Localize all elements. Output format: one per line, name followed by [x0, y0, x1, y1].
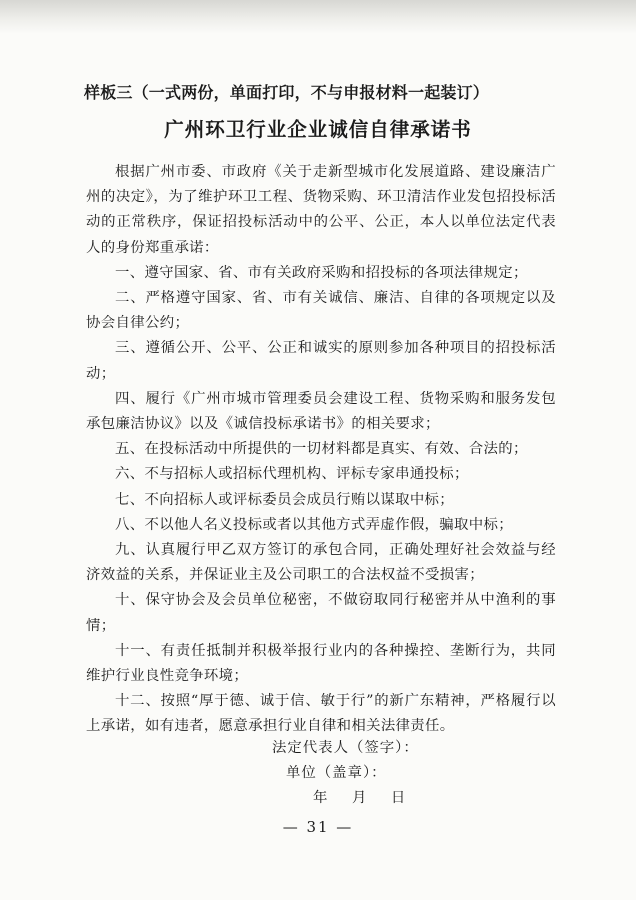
- commitment-item-2: 二、严格遵守国家、省、市有关诚信、廉洁、自律的各项规定以及协会自律公约；: [86, 290, 556, 332]
- scan-edge-shadow: [0, 0, 636, 34]
- commitment-item-1: 一、遵守国家、省、市有关政府采购和招投标的各项法律规定；: [115, 264, 528, 281]
- commitment-item-12: 十二、按照“厚于德、诚于信、敏于行”的新广东精神，严格履行以上承诺，如有违者，愿意承担行业自律和相关法律责任。: [86, 693, 556, 735]
- commitment-item-11: 十一、有责任抵制并积极举报行业内的各种操控、垄断行为，共同维护行业良性竞争环境；: [86, 642, 556, 685]
- template-note: 样板三（一式两份，单面打印，不与申报材料一起装订）: [84, 83, 490, 102]
- date-line: 年 月 日: [313, 790, 407, 806]
- page-number: — 31 —: [282, 818, 354, 836]
- document-title: 广州环卫行业企业诚信自律承诺书: [164, 118, 472, 141]
- commitment-item-10: 十、保守协会及会员单位秘密，不做窃取同行秘密并从中渔利的事情；: [86, 592, 556, 634]
- commitment-item-7: 七、不向招标人或评标委员会成员行贿以谋取中标；: [115, 491, 455, 508]
- legal-representative-signature-line: 法定代表人（签字）：: [272, 740, 419, 756]
- commitment-item-5: 五、在投标活动中所提供的一切材料都是真实、有效、合法的；: [115, 441, 528, 458]
- commitment-item-6: 六、不与招标人或招标代理机构、评标专家串通投标；: [115, 466, 469, 483]
- unit-seal-line: 单位（盖章）：: [286, 765, 387, 781]
- commitment-item-4: 四、履行《广州市城市管理委员会建设工程、货物采购和服务发包承包廉洁协议》以及《诚信投标承诺书》的相关要求；: [86, 390, 556, 433]
- commitment-item-9: 九、认真履行甲乙双方签订的承包合同，正确处理好社会效益与经济效益的关系，并保证业主及公司职工的合法权益不受损害；: [86, 542, 556, 584]
- document-body: [86, 160, 556, 740]
- commitment-item-8: 八、不以他人名义投标或者以其他方式弄虚作假，骗取中标；: [115, 516, 513, 533]
- intro-paragraph: 根据广州市委、市政府《关于走新型城市化发展道路、建设廉洁广州的决定》，为了维护环卫工程、货物采购、环卫清洁作业发包招投标活动的正常秩序，保证招投标活动中的公平、公正，本人以单位法定代表人的身份郑重承诺：: [86, 164, 556, 256]
- commitment-item-3: 三、遵循公开、公平、公正和诚实的原则参加各种项目的招投标活动；: [86, 340, 556, 382]
